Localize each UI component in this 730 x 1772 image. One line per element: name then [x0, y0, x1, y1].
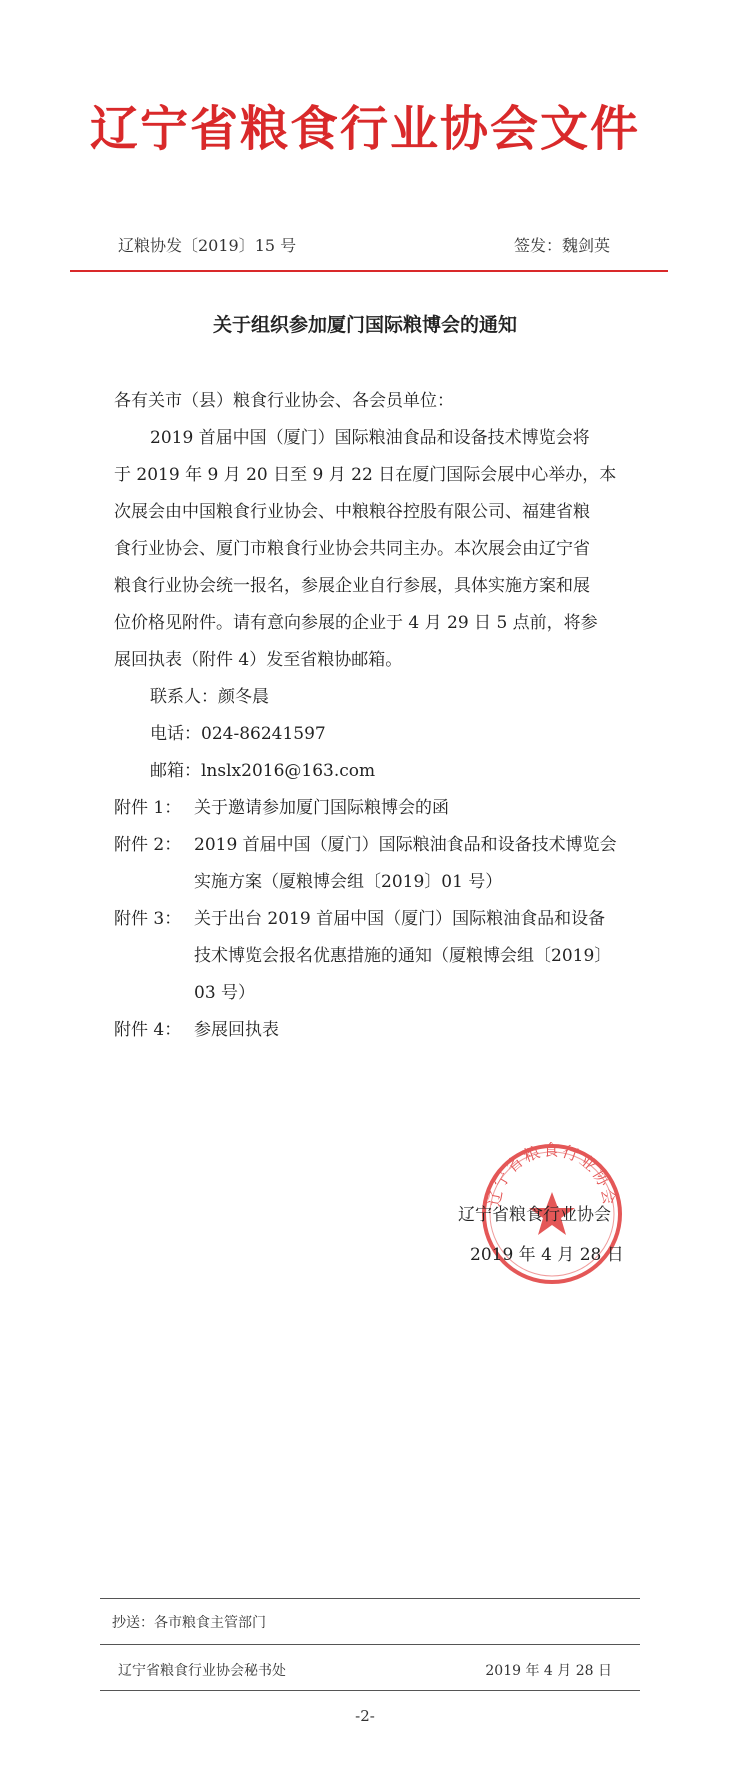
seal-text: 辽宁省粮食行业协会	[484, 1140, 620, 1208]
paragraph-line: 于 2019 年 9 月 20 日至 9 月 22 日在厦门国际会展中心举办，本	[114, 465, 617, 485]
attachment-title: 2019 首届中国（厦门）国际粮油食品和设备技术博览会	[194, 835, 617, 855]
signature-date: 2019 年 4 月 28 日	[470, 1245, 624, 1265]
attachment-label: 附件 4：	[114, 1020, 182, 1040]
notice-title: 关于组织参加厦门国际粮博会的通知	[212, 314, 517, 336]
document-number: 辽粮协发〔2019〕15 号	[118, 236, 297, 255]
attachment-2	[114, 827, 634, 864]
paragraph-line: 位价格见附件。请有意向参展的企业于 4 月 29 日 5 点前，将参	[114, 613, 598, 633]
paragraph-line: 次展会由中国粮食行业协会、中粮粮谷控股有限公司、福建省粮	[114, 502, 590, 522]
issuer-signature: 签发：魏剑英	[513, 236, 610, 255]
footer-issuing-office: 辽宁省粮食行业协会秘书处	[118, 1663, 286, 1679]
attachment-title-continued: 技术博览会报名优惠措施的通知（厦粮博会组〔2019〕	[194, 946, 612, 966]
cc-line: 抄送：各市粮食主管部门	[112, 1615, 266, 1631]
salutation: 各有关市（县）粮食行业协会、各会员单位：	[114, 391, 454, 411]
paragraph-line: 粮食行业协会统一报名，参展企业自行参展，具体实施方案和展	[114, 576, 590, 596]
signature-block	[458, 1195, 658, 1275]
attachment-1	[114, 790, 634, 827]
signature-org: 辽宁省粮食行业协会	[458, 1205, 611, 1225]
header-divider	[70, 270, 668, 272]
attachment-title-continued: 实施方案（厦粮博会组〔2019〕01 号）	[194, 872, 503, 892]
page-number: -2-	[355, 1707, 375, 1725]
attachment-label: 附件 3：	[114, 909, 182, 929]
attachment-title: 参展回执表	[194, 1020, 279, 1040]
paragraph-line: 食行业协会、厦门市粮食行业协会共同主办。本次展会由辽宁省	[114, 539, 590, 559]
attachment-3	[114, 901, 634, 938]
attachment-title: 关于邀请参加厦门国际粮博会的函	[194, 798, 449, 818]
document-header-title: 辽宁省粮食行业协会文件	[89, 101, 640, 157]
contact-phone: 电话：024-86241597	[150, 724, 326, 744]
footer-date: 2019 年 4 月 28 日	[485, 1663, 612, 1679]
footer-rule-top	[100, 1598, 640, 1599]
paragraph-line: 展回执表（附件 4）发至省粮协邮箱。	[114, 650, 403, 670]
attachment-title: 关于出台 2019 首届中国（厦门）国际粮油食品和设备	[194, 909, 606, 929]
notice-body	[114, 383, 634, 1049]
contact-email[interactable]: 邮箱：lnslx2016@163.com	[150, 761, 376, 781]
contact-person: 联系人：颜冬晨	[150, 687, 269, 707]
attachment-label: 附件 1：	[114, 798, 182, 818]
attachment-title-continued: 03 号）	[194, 983, 256, 1003]
footer-rule-bottom	[100, 1690, 640, 1691]
footer-rule-middle	[100, 1644, 640, 1645]
paragraph-line: 2019 首届中国（厦门）国际粮油食品和设备技术博览会将	[150, 428, 590, 448]
attachment-4	[114, 1012, 634, 1049]
attachment-label: 附件 2：	[114, 835, 182, 855]
